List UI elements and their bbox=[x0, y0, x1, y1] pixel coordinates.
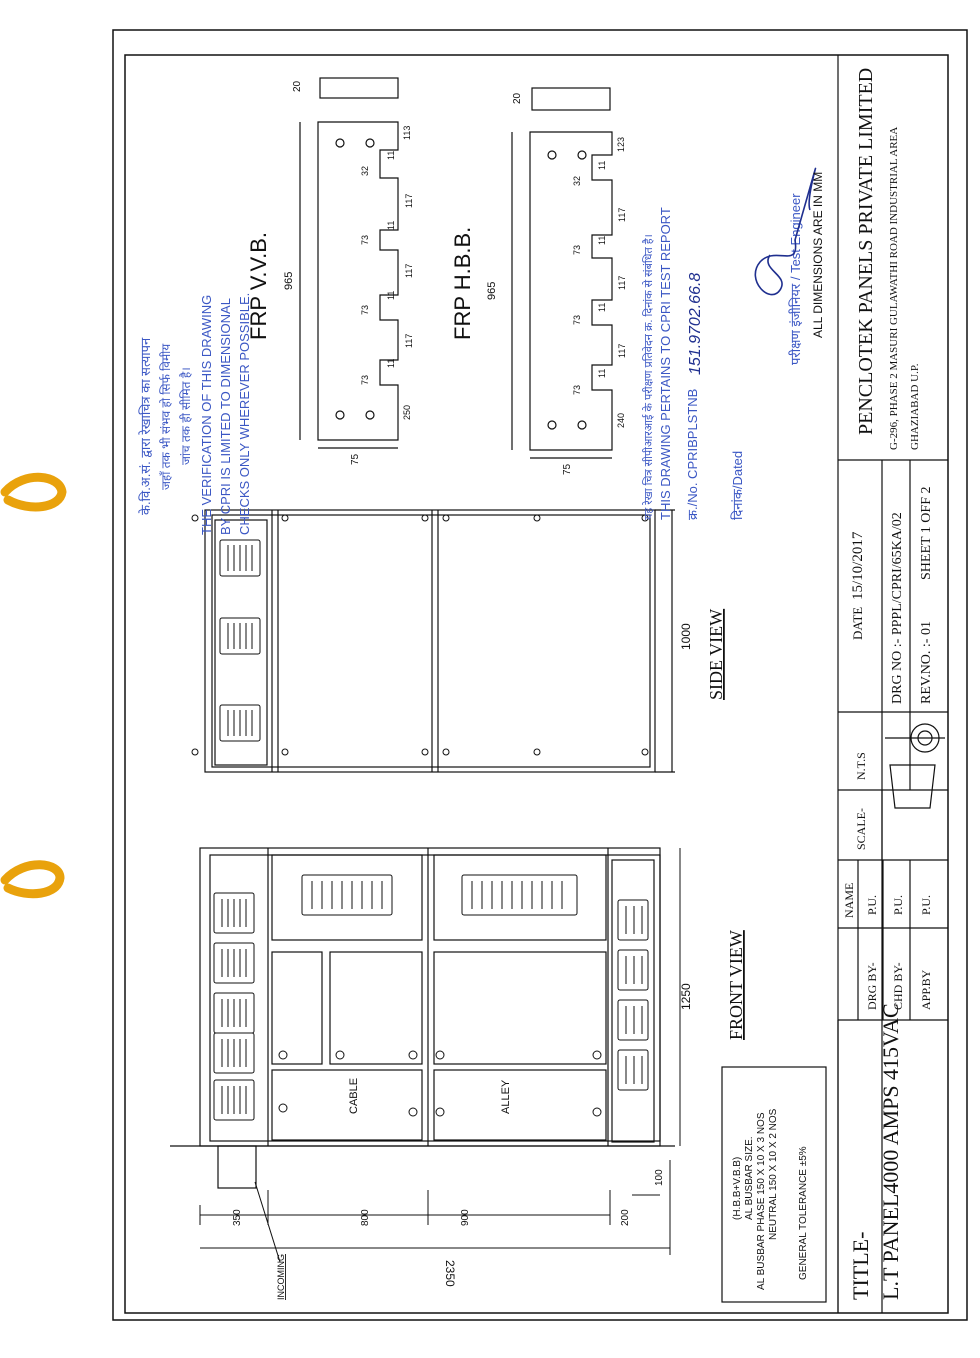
hbb-d240: 240 bbox=[616, 412, 626, 428]
hbb-d11-4: 11 bbox=[597, 368, 607, 378]
hbb-d11-1: 11 bbox=[597, 160, 607, 170]
company-address-2: GHAZIABAD U.P. bbox=[909, 363, 921, 450]
hbb-thickness: 20 bbox=[512, 92, 523, 104]
dimensions-note: ALL DIMENSIONS ARE IN MM bbox=[811, 171, 825, 338]
hbb-d117-2: 117 bbox=[617, 275, 627, 290]
dim-2350: 2350 bbox=[443, 1260, 457, 1287]
vvb-d32: 32 bbox=[360, 165, 370, 176]
stamp-en-1: THE VERIFICATION OF THIS DRAWING bbox=[199, 294, 214, 535]
stamp-hindi-3: जांच तक ही सीमित है। bbox=[179, 367, 193, 465]
projection-symbol bbox=[885, 724, 945, 808]
note-neutral: NEUTRAL 150 X 10 X 2 NOS bbox=[768, 1108, 779, 1240]
note-hbb-vbb: (H.B.B+V.B.B) bbox=[732, 1156, 743, 1220]
date-label: DATE bbox=[850, 606, 865, 640]
vvb-d117-3: 117 bbox=[404, 333, 414, 348]
chd-by-value: P.U. bbox=[891, 894, 905, 915]
vvb-d113: 113 bbox=[402, 125, 412, 140]
hbb-d73-2: 73 bbox=[572, 314, 582, 325]
note-phase: AL BUSBAR PHASE 150 X 10 X 3 NOS bbox=[756, 1112, 767, 1290]
dim-100: 100 bbox=[654, 1169, 665, 1186]
title-label: TITLE- bbox=[848, 1231, 873, 1300]
stamp-en-3: CHECKS ONLY WHEREVER POSSIBLE. bbox=[237, 292, 252, 535]
hbb-d73-3: 73 bbox=[572, 384, 582, 395]
dim-350: 350 bbox=[232, 1209, 243, 1226]
cable-label: CABLE bbox=[348, 1077, 360, 1114]
vvb-d11-1: 11 bbox=[386, 150, 396, 160]
hbb-label: FRP H.B.B. bbox=[450, 226, 475, 340]
binder-rope-top bbox=[5, 477, 62, 507]
incoming-label: INCOMING bbox=[276, 1254, 286, 1300]
scale-value: N.T.S bbox=[854, 752, 868, 780]
stamp-hindi-4: यह रेखा चित्र सीपीआरआई के परीक्षण प्रतिवेदन क्र. दिनांक से संबंधित है। bbox=[643, 234, 655, 520]
hbb-d11-3: 11 bbox=[597, 302, 607, 312]
side-louvres bbox=[220, 540, 260, 741]
date-value: 15/10/2017 bbox=[850, 531, 866, 600]
company-name: PENCLOTEK PANELS PRIVATE LIMITED bbox=[855, 67, 877, 435]
dim-900: 900 bbox=[460, 1209, 471, 1226]
engineer-signature bbox=[755, 168, 815, 294]
note-al-busbar-size: AL BUSBAR SIZE. bbox=[744, 1136, 755, 1220]
frp-vvb-drawing bbox=[300, 78, 398, 448]
hbb-d11-2: 11 bbox=[597, 235, 607, 245]
hbb-d117-1: 117 bbox=[617, 207, 627, 222]
stamp-en-4: THIS DRAWING PERTAINS TO CPRI TEST REPORT bbox=[658, 207, 673, 520]
chd-by-label: CHD BY- bbox=[891, 962, 905, 1010]
hbb-length: 965 bbox=[486, 281, 498, 300]
title-text: L.T PANEL4000 AMPS 415VAC bbox=[878, 1003, 903, 1300]
outer-border bbox=[113, 30, 967, 1320]
frp-hbb-drawing bbox=[512, 88, 612, 458]
vvb-thickness: 20 bbox=[292, 80, 303, 92]
vvb-d11-2: 11 bbox=[386, 220, 396, 230]
vvb-d250: 250 bbox=[402, 404, 412, 420]
vvb-label: FRP V.V.B. bbox=[246, 231, 271, 340]
sheet-no: SHEET 1 OFF 2 bbox=[919, 486, 934, 580]
hbb-d32: 32 bbox=[572, 175, 582, 186]
stamp-report-handwritten: 151.9702.66.8 bbox=[687, 272, 704, 375]
door-handles bbox=[279, 1051, 601, 1116]
scale-label: SCALE- bbox=[854, 808, 868, 850]
vvb-d73-1: 73 bbox=[360, 234, 370, 245]
side-view-label: SIDE VIEW bbox=[706, 608, 726, 700]
dim-200: 200 bbox=[620, 1209, 631, 1226]
vvb-width: 75 bbox=[350, 453, 361, 465]
stamp-hindi-1: के.वि.अ.सं. द्वारा रेखाचित्र का सत्यापन bbox=[138, 337, 153, 515]
app-by-value: P.U. bbox=[919, 894, 933, 915]
note-tolerance: GENERAL TOLERANCE ±5% bbox=[798, 1146, 809, 1280]
side-view bbox=[205, 510, 675, 772]
stamp-hindi-2: जहाँ तक भी संभव हो सिर्फ विमीय bbox=[159, 343, 173, 490]
hbb-width: 75 bbox=[562, 463, 573, 475]
vvb-d11-3: 11 bbox=[386, 290, 396, 300]
vvb-length: 965 bbox=[283, 271, 295, 290]
drg-by-label: DRG BY- bbox=[865, 962, 879, 1010]
company-address-1: G-296, PHASE 2 MASURI GULAWATHI ROAD INDUSTRIAL AREA bbox=[888, 126, 900, 450]
drg-by-value: P.U. bbox=[865, 894, 879, 915]
stamp-en-2: BY CPRI IS LIMITED TO DIMENSIONAL bbox=[218, 298, 233, 535]
binder-rope-bottom bbox=[5, 865, 60, 894]
stamp-engineer: परीक्षण इंजीनियर / Test Engineer bbox=[788, 193, 803, 365]
front-view-label: FRONT VIEW bbox=[726, 930, 746, 1040]
name-header: NAME bbox=[842, 882, 856, 918]
stamp-report-label: क्र./No. CPRIBPLSTNB bbox=[685, 388, 700, 520]
vvb-d117-2: 117 bbox=[404, 263, 414, 278]
vvb-d11-4: 11 bbox=[386, 358, 396, 368]
vvb-d117-1: 117 bbox=[404, 193, 414, 208]
app-by-label: APP.BY bbox=[919, 969, 933, 1010]
hbb-d73-1: 73 bbox=[572, 244, 582, 255]
drg-no: DRG NO :- PPPL/CPRI/65KA/02 bbox=[890, 512, 905, 704]
dim-1250: 1250 bbox=[679, 983, 693, 1010]
dim-800: 800 bbox=[360, 1209, 371, 1226]
front-louvres bbox=[214, 875, 648, 1120]
dim-1000: 1000 bbox=[679, 623, 693, 650]
hbb-d117-3: 117 bbox=[617, 343, 627, 358]
hbb-d123: 123 bbox=[616, 136, 626, 152]
vvb-d73-3: 73 bbox=[360, 374, 370, 385]
vvb-d73-2: 73 bbox=[360, 304, 370, 315]
stamp-dated: दिनांक/Dated bbox=[730, 450, 745, 520]
rev-no: REV.NO. :- 01 bbox=[919, 621, 934, 704]
alley-label: ALLEY bbox=[500, 1079, 512, 1114]
